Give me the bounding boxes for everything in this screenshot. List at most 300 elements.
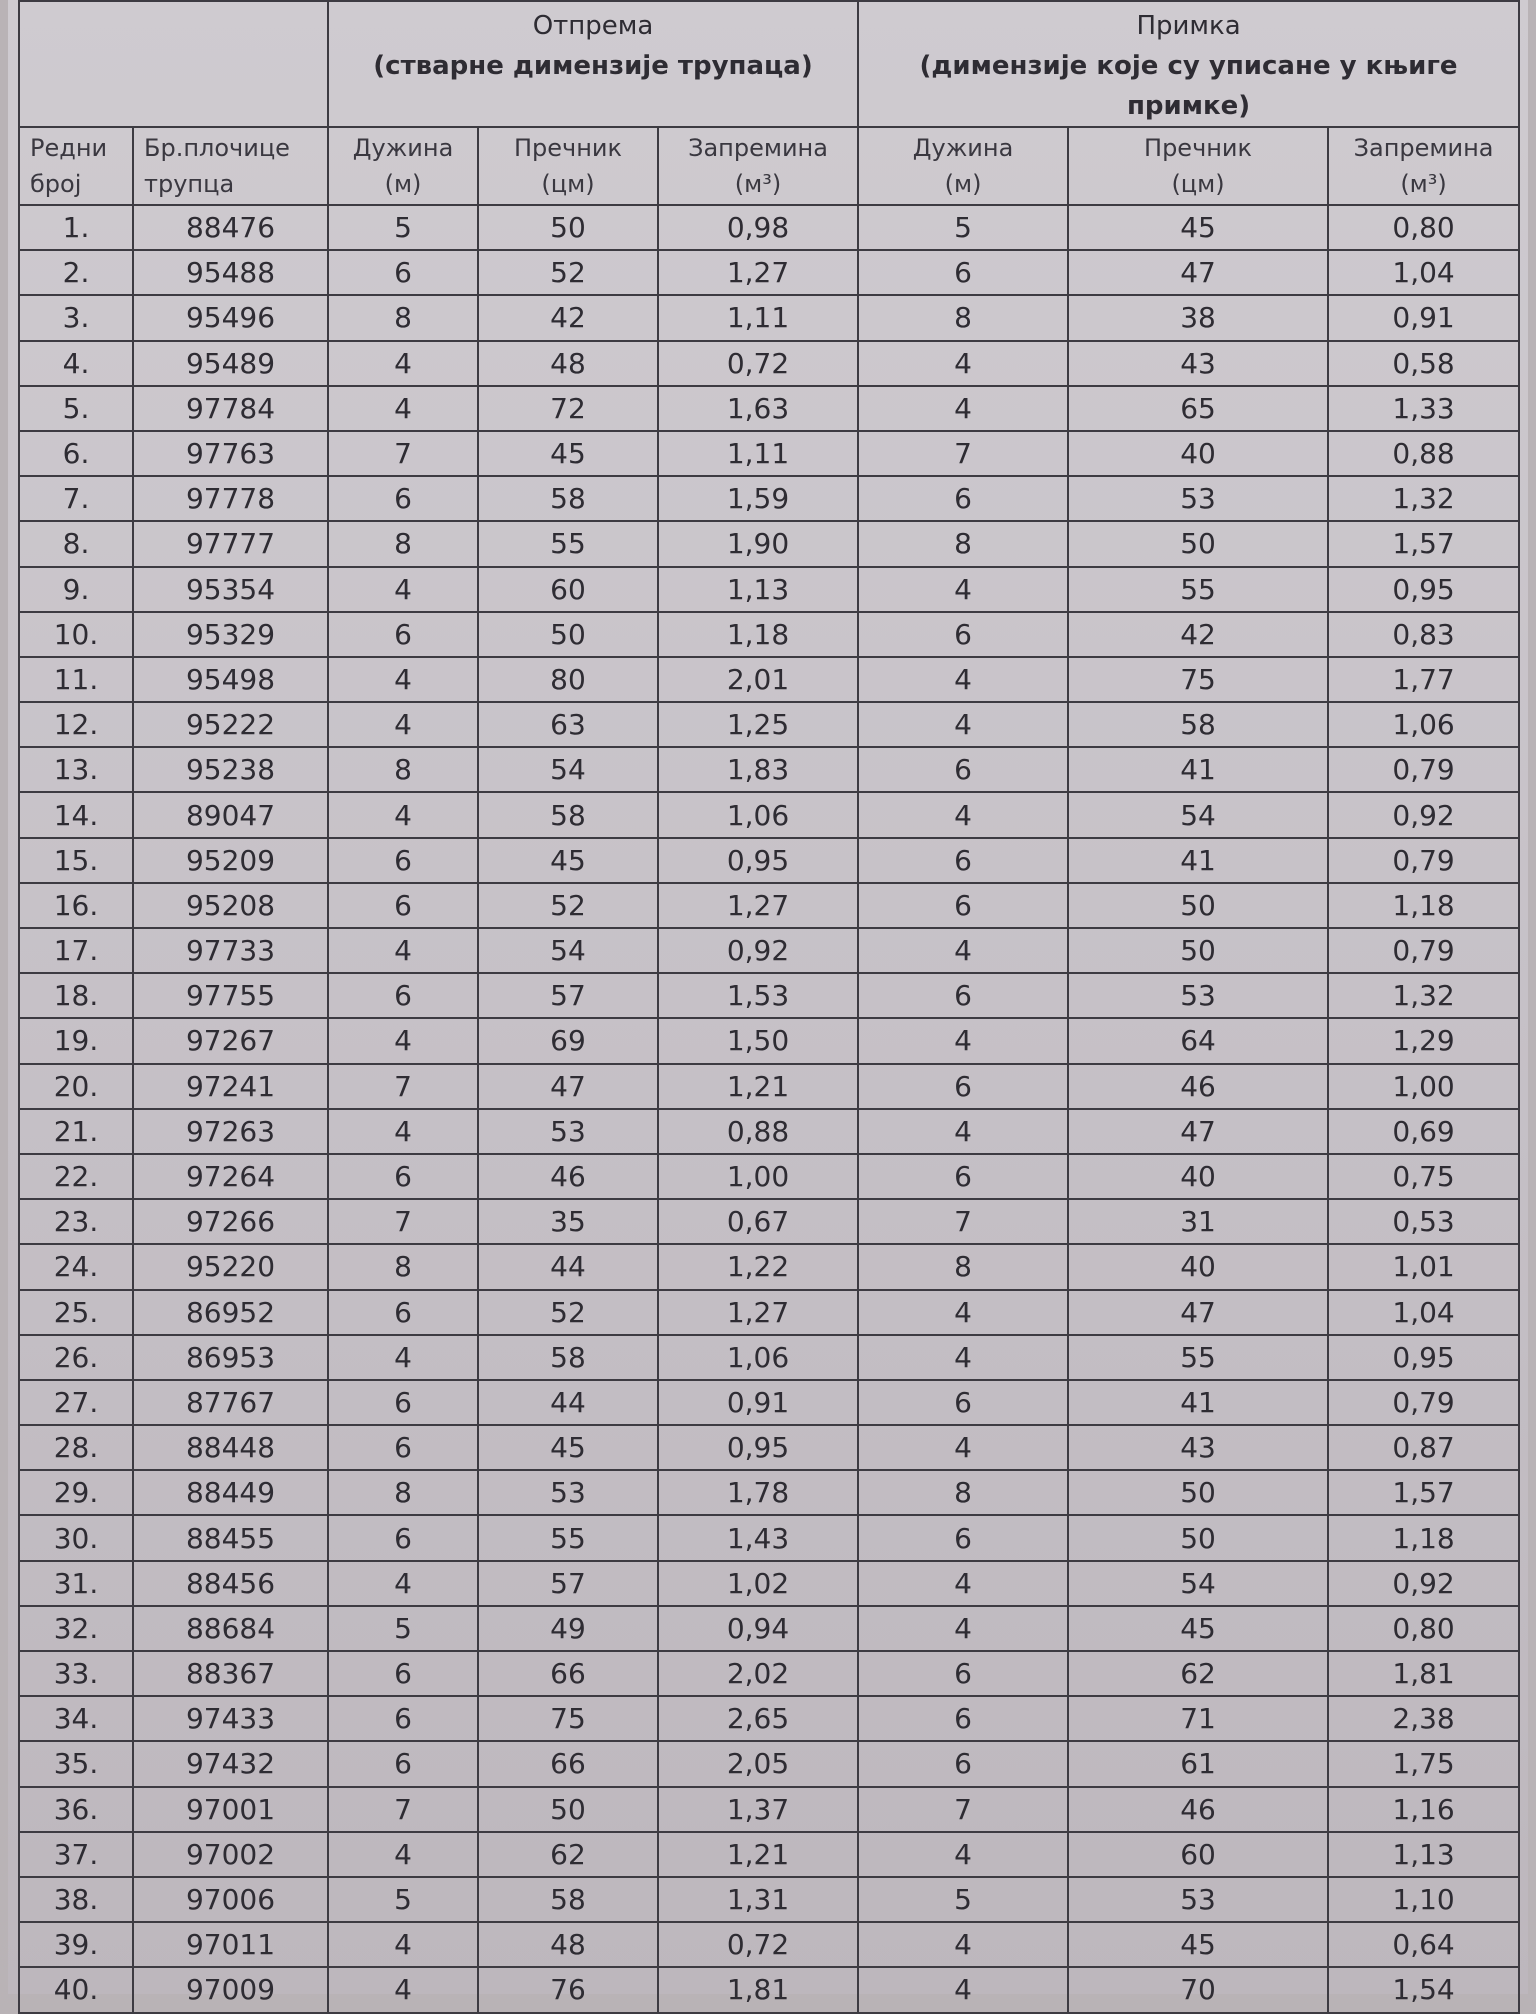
cell-duzina: 8 (328, 295, 478, 340)
cell-duzina: 7 (328, 1787, 478, 1832)
cell-zapremina: 0,98 (658, 205, 858, 250)
cell-redni-broj: 6. (19, 431, 133, 476)
cell-redni-broj: 38. (19, 1877, 133, 1922)
cell-duzina: 4 (328, 928, 478, 973)
cell-duzina: 4 (328, 1922, 478, 1967)
table-row (19, 1651, 1519, 1696)
cell-plocica: 97006 (133, 1877, 328, 1922)
col-header-text: Запремина (1353, 134, 1494, 162)
cell-duzina: 8 (328, 1244, 478, 1289)
cell-precnik: 45 (478, 1425, 658, 1470)
table-row (19, 1244, 1519, 1289)
cell-precnik: 55 (478, 1515, 658, 1560)
cell-precnik: 44 (478, 1380, 658, 1425)
cell-primka-precnik: 71 (1068, 1696, 1328, 1741)
cell-primka-duzina: 4 (858, 928, 1068, 973)
cell-primka-precnik: 53 (1068, 973, 1328, 1018)
cell-primka-duzina: 7 (858, 1787, 1068, 1832)
cell-redni-broj: 5. (19, 386, 133, 431)
cell-duzina: 4 (328, 702, 478, 747)
table-row (19, 792, 1519, 837)
col-header-text: Редни (30, 134, 108, 162)
otprema-subtitle: (стварне димензије трупаца) (373, 51, 813, 81)
cell-primka-zapremina: 1,29 (1328, 1018, 1519, 1063)
cell-plocica: 89047 (133, 792, 328, 837)
cell-primka-zapremina: 0,88 (1328, 431, 1519, 476)
table-row (19, 386, 1519, 431)
cell-primka-zapremina: 1,33 (1328, 386, 1519, 431)
cell-primka-zapremina: 1,77 (1328, 657, 1519, 702)
cell-zapremina: 1,18 (658, 612, 858, 657)
cell-zapremina: 1,37 (658, 1787, 858, 1832)
cell-zapremina: 1,43 (658, 1515, 858, 1560)
cell-duzina: 8 (328, 1470, 478, 1515)
cell-primka-precnik: 50 (1068, 928, 1328, 973)
cell-precnik: 62 (478, 1832, 658, 1877)
cell-primka-zapremina: 1,18 (1328, 883, 1519, 928)
cell-plocica: 95209 (133, 838, 328, 883)
cell-primka-zapremina: 0,95 (1328, 567, 1519, 612)
cell-primka-duzina: 4 (858, 1425, 1068, 1470)
cell-primka-precnik: 75 (1068, 657, 1328, 702)
cell-primka-precnik: 41 (1068, 1380, 1328, 1425)
cell-primka-duzina: 6 (858, 1651, 1068, 1696)
cell-precnik: 52 (478, 883, 658, 928)
cell-precnik: 50 (478, 612, 658, 657)
table-row (19, 1561, 1519, 1606)
cell-duzina: 4 (328, 567, 478, 612)
cell-precnik: 47 (478, 1064, 658, 1109)
cell-redni-broj: 15. (19, 838, 133, 883)
cell-primka-zapremina: 1,75 (1328, 1741, 1519, 1786)
cell-redni-broj: 22. (19, 1154, 133, 1199)
cell-zapremina: 1,06 (658, 792, 858, 837)
cell-primka-duzina: 7 (858, 431, 1068, 476)
cell-zapremina: 1,59 (658, 476, 858, 521)
cell-zapremina: 1,11 (658, 431, 858, 476)
cell-zapremina: 1,27 (658, 250, 858, 295)
cell-duzina: 6 (328, 1696, 478, 1741)
cell-duzina: 6 (328, 476, 478, 521)
cell-zapremina: 0,92 (658, 928, 858, 973)
cell-plocica: 97763 (133, 431, 328, 476)
cell-primka-precnik: 61 (1068, 1741, 1328, 1786)
cell-redni-broj: 25. (19, 1290, 133, 1335)
cell-primka-zapremina: 0,53 (1328, 1199, 1519, 1244)
cell-zapremina: 0,67 (658, 1199, 858, 1244)
cell-duzina: 6 (328, 250, 478, 295)
cell-primka-zapremina: 0,64 (1328, 1922, 1519, 1967)
cell-zapremina: 2,02 (658, 1651, 858, 1696)
cell-plocica: 95329 (133, 612, 328, 657)
table-row (19, 1470, 1519, 1515)
cell-primka-duzina: 8 (858, 1470, 1068, 1515)
cell-redni-broj: 37. (19, 1832, 133, 1877)
cell-duzina: 6 (328, 1741, 478, 1786)
cell-primka-zapremina: 1,04 (1328, 250, 1519, 295)
table-row (19, 205, 1519, 250)
cell-precnik: 60 (478, 567, 658, 612)
cell-redni-broj: 14. (19, 792, 133, 837)
cell-primka-duzina: 6 (858, 1515, 1068, 1560)
cell-primka-precnik: 45 (1068, 1922, 1328, 1967)
cell-primka-duzina: 6 (858, 1741, 1068, 1786)
cell-plocica: 86952 (133, 1290, 328, 1335)
cell-redni-broj: 21. (19, 1109, 133, 1154)
cell-primka-zapremina: 0,79 (1328, 838, 1519, 883)
cell-zapremina: 0,94 (658, 1606, 858, 1651)
cell-zapremina: 1,27 (658, 883, 858, 928)
cell-primka-duzina: 6 (858, 612, 1068, 657)
cell-primka-zapremina: 0,79 (1328, 1380, 1519, 1425)
table-row (19, 1199, 1519, 1244)
cell-primka-duzina: 6 (858, 1064, 1068, 1109)
cell-duzina: 6 (328, 883, 478, 928)
cell-primka-duzina: 4 (858, 702, 1068, 747)
table-row (19, 1154, 1519, 1199)
cell-primka-zapremina: 1,57 (1328, 521, 1519, 566)
cell-plocica: 97009 (133, 1967, 328, 2012)
cell-zapremina: 1,81 (658, 1967, 858, 2012)
cell-primka-zapremina: 1,04 (1328, 1290, 1519, 1335)
cell-primka-duzina: 6 (858, 476, 1068, 521)
cell-primka-precnik: 40 (1068, 431, 1328, 476)
primka-title: Примка (1136, 11, 1241, 41)
cell-duzina: 6 (328, 1425, 478, 1470)
cell-primka-zapremina: 1,32 (1328, 476, 1519, 521)
cell-zapremina: 0,88 (658, 1109, 858, 1154)
cell-duzina: 4 (328, 1335, 478, 1380)
cell-zapremina: 1,31 (658, 1877, 858, 1922)
cell-redni-broj: 28. (19, 1425, 133, 1470)
cell-redni-broj: 34. (19, 1696, 133, 1741)
cell-primka-zapremina: 0,92 (1328, 1561, 1519, 1606)
cell-duzina: 4 (328, 1018, 478, 1063)
table-row (19, 612, 1519, 657)
table-row (19, 1696, 1519, 1741)
cell-duzina: 4 (328, 1832, 478, 1877)
cell-primka-precnik: 62 (1068, 1651, 1328, 1696)
cell-redni-broj: 17. (19, 928, 133, 973)
col-header-precnik (478, 127, 658, 205)
primka-group-header (858, 1, 1519, 127)
cell-precnik: 53 (478, 1109, 658, 1154)
cell-redni-broj: 3. (19, 295, 133, 340)
table-row (19, 702, 1519, 747)
cell-precnik: 63 (478, 702, 658, 747)
cell-primka-precnik: 41 (1068, 747, 1328, 792)
col-header-duzina (328, 127, 478, 205)
cell-zapremina: 1,63 (658, 386, 858, 431)
cell-redni-broj: 26. (19, 1335, 133, 1380)
cell-redni-broj: 8. (19, 521, 133, 566)
cell-redni-broj: 23. (19, 1199, 133, 1244)
cell-duzina: 8 (328, 521, 478, 566)
cell-plocica: 97241 (133, 1064, 328, 1109)
cell-primka-duzina: 8 (858, 295, 1068, 340)
col-header-text: (цм) (1171, 170, 1225, 198)
cell-precnik: 42 (478, 295, 658, 340)
cell-primka-zapremina: 0,58 (1328, 341, 1519, 386)
cell-plocica: 95496 (133, 295, 328, 340)
cell-duzina: 6 (328, 973, 478, 1018)
cell-precnik: 52 (478, 1290, 658, 1335)
cell-precnik: 53 (478, 1470, 658, 1515)
table-row (19, 431, 1519, 476)
table-row (19, 1380, 1519, 1425)
cell-primka-duzina: 6 (858, 973, 1068, 1018)
cell-primka-duzina: 4 (858, 657, 1068, 702)
table-row (19, 1290, 1519, 1335)
cell-plocica: 86953 (133, 1335, 328, 1380)
table-body (19, 205, 1519, 2013)
cell-precnik: 50 (478, 205, 658, 250)
col-header-primka-zapremina (1328, 127, 1519, 205)
cell-primka-precnik: 50 (1068, 1470, 1328, 1515)
cell-precnik: 48 (478, 341, 658, 386)
col-header-text: (м) (944, 170, 982, 198)
table-row (19, 567, 1519, 612)
group-header-row (19, 1, 1519, 127)
cell-duzina: 5 (328, 1877, 478, 1922)
table-row (19, 1515, 1519, 1560)
log-dimensions-table (18, 0, 1520, 2014)
cell-primka-duzina: 4 (858, 1832, 1068, 1877)
cell-plocica: 88684 (133, 1606, 328, 1651)
cell-primka-precnik: 58 (1068, 702, 1328, 747)
col-header-text: (цм) (541, 170, 595, 198)
cell-primka-precnik: 40 (1068, 1154, 1328, 1199)
cell-primka-precnik: 54 (1068, 1561, 1328, 1606)
cell-primka-precnik: 60 (1068, 1832, 1328, 1877)
cell-zapremina: 2,65 (658, 1696, 858, 1741)
col-header-text: Пречник (513, 134, 622, 162)
cell-redni-broj: 27. (19, 1380, 133, 1425)
col-header-primka-duzina (858, 127, 1068, 205)
cell-plocica: 97011 (133, 1922, 328, 1967)
cell-plocica: 95238 (133, 747, 328, 792)
cell-duzina: 6 (328, 612, 478, 657)
cell-plocica: 97266 (133, 1199, 328, 1244)
cell-primka-precnik: 42 (1068, 612, 1328, 657)
table-row (19, 657, 1519, 702)
cell-primka-zapremina: 0,83 (1328, 612, 1519, 657)
cell-primka-duzina: 6 (858, 747, 1068, 792)
cell-primka-zapremina: 0,95 (1328, 1335, 1519, 1380)
cell-primka-precnik: 65 (1068, 386, 1328, 431)
cell-duzina: 4 (328, 1967, 478, 2012)
table-row (19, 476, 1519, 521)
cell-redni-broj: 11. (19, 657, 133, 702)
table-row (19, 1832, 1519, 1877)
cell-precnik: 49 (478, 1606, 658, 1651)
cell-precnik: 66 (478, 1651, 658, 1696)
cell-plocica: 95222 (133, 702, 328, 747)
cell-duzina: 7 (328, 1064, 478, 1109)
cell-precnik: 58 (478, 792, 658, 837)
table-row (19, 1787, 1519, 1832)
cell-primka-zapremina: 0,92 (1328, 792, 1519, 837)
cell-primka-duzina: 8 (858, 521, 1068, 566)
cell-precnik: 50 (478, 1787, 658, 1832)
cell-primka-duzina: 4 (858, 1018, 1068, 1063)
cell-plocica: 97002 (133, 1832, 328, 1877)
cell-duzina: 4 (328, 792, 478, 837)
cell-primka-duzina: 4 (858, 1109, 1068, 1154)
cell-plocica: 97777 (133, 521, 328, 566)
cell-zapremina: 1,11 (658, 295, 858, 340)
cell-redni-broj: 12. (19, 702, 133, 747)
cell-primka-duzina: 4 (858, 1561, 1068, 1606)
cell-duzina: 5 (328, 205, 478, 250)
cell-primka-duzina: 6 (858, 883, 1068, 928)
cell-plocica: 97267 (133, 1018, 328, 1063)
cell-primka-zapremina: 1,00 (1328, 1064, 1519, 1109)
cell-precnik: 52 (478, 250, 658, 295)
cell-plocica: 97433 (133, 1696, 328, 1741)
col-header-text: Запремина (688, 134, 828, 162)
cell-primka-zapremina: 1,10 (1328, 1877, 1519, 1922)
cell-primka-zapremina: 0,79 (1328, 928, 1519, 973)
cell-primka-precnik: 40 (1068, 1244, 1328, 1289)
cell-zapremina: 2,01 (658, 657, 858, 702)
cell-primka-zapremina: 0,69 (1328, 1109, 1519, 1154)
cell-primka-precnik: 47 (1068, 1109, 1328, 1154)
cell-zapremina: 1,22 (658, 1244, 858, 1289)
cell-duzina: 4 (328, 1561, 478, 1606)
cell-primka-precnik: 43 (1068, 1425, 1328, 1470)
cell-precnik: 72 (478, 386, 658, 431)
cell-plocica: 97755 (133, 973, 328, 1018)
cell-primka-precnik: 47 (1068, 1290, 1328, 1335)
cell-primka-precnik: 50 (1068, 521, 1328, 566)
cell-plocica: 88476 (133, 205, 328, 250)
table-row (19, 1922, 1519, 1967)
cell-duzina: 4 (328, 386, 478, 431)
cell-plocica: 87767 (133, 1380, 328, 1425)
cell-plocica: 97263 (133, 1109, 328, 1154)
cell-duzina: 6 (328, 1154, 478, 1199)
table-row (19, 1425, 1519, 1470)
col-header-text: (м) (384, 170, 422, 198)
cell-precnik: 80 (478, 657, 658, 702)
cell-precnik: 46 (478, 1154, 658, 1199)
cell-plocica: 95489 (133, 341, 328, 386)
cell-precnik: 58 (478, 1335, 658, 1380)
cell-precnik: 76 (478, 1967, 658, 2012)
cell-redni-broj: 19. (19, 1018, 133, 1063)
cell-zapremina: 1,02 (658, 1561, 858, 1606)
cell-primka-precnik: 50 (1068, 883, 1328, 928)
cell-primka-precnik: 70 (1068, 1967, 1328, 2012)
cell-plocica: 95220 (133, 1244, 328, 1289)
cell-primka-zapremina: 1,06 (1328, 702, 1519, 747)
cell-zapremina: 0,72 (658, 341, 858, 386)
cell-primka-duzina: 5 (858, 1877, 1068, 1922)
table-row (19, 250, 1519, 295)
cell-zapremina: 2,05 (658, 1741, 858, 1786)
col-header-text: број (30, 170, 82, 198)
cell-primka-zapremina: 1,16 (1328, 1787, 1519, 1832)
cell-primka-duzina: 4 (858, 567, 1068, 612)
cell-primka-duzina: 4 (858, 1967, 1068, 2012)
cell-redni-broj: 18. (19, 973, 133, 1018)
cell-primka-duzina: 4 (858, 341, 1068, 386)
cell-primka-duzina: 4 (858, 1335, 1068, 1380)
cell-precnik: 45 (478, 838, 658, 883)
cell-plocica: 88448 (133, 1425, 328, 1470)
cell-primka-zapremina: 0,80 (1328, 1606, 1519, 1651)
cell-primka-precnik: 53 (1068, 1877, 1328, 1922)
table-row (19, 973, 1519, 1018)
cell-plocica: 97264 (133, 1154, 328, 1199)
cell-duzina: 4 (328, 1109, 478, 1154)
cell-plocica: 95208 (133, 883, 328, 928)
cell-redni-broj: 16. (19, 883, 133, 928)
table-row (19, 747, 1519, 792)
cell-primka-duzina: 6 (858, 838, 1068, 883)
cell-primka-precnik: 46 (1068, 1064, 1328, 1109)
cell-precnik: 55 (478, 521, 658, 566)
cell-redni-broj: 24. (19, 1244, 133, 1289)
cell-primka-precnik: 45 (1068, 205, 1328, 250)
cell-plocica: 97784 (133, 386, 328, 431)
primka-subtitle-line-1: (димензије које су уписане у књиге (919, 51, 1458, 81)
cell-zapremina: 1,83 (658, 747, 858, 792)
col-header-zapremina (658, 127, 858, 205)
cell-zapremina: 1,13 (658, 567, 858, 612)
cell-primka-zapremina: 0,80 (1328, 205, 1519, 250)
cell-precnik: 75 (478, 1696, 658, 1741)
cell-precnik: 44 (478, 1244, 658, 1289)
paper-sheet (8, 0, 1528, 2007)
cell-plocica: 95498 (133, 657, 328, 702)
cell-primka-duzina: 4 (858, 792, 1068, 837)
otprema-group-header (328, 1, 858, 127)
cell-primka-precnik: 31 (1068, 1199, 1328, 1244)
cell-primka-duzina: 5 (858, 205, 1068, 250)
table-row (19, 1606, 1519, 1651)
cell-redni-broj: 29. (19, 1470, 133, 1515)
cell-primka-zapremina: 0,91 (1328, 295, 1519, 340)
cell-primka-duzina: 4 (858, 1290, 1068, 1335)
cell-redni-broj: 36. (19, 1787, 133, 1832)
cell-primka-zapremina: 1,18 (1328, 1515, 1519, 1560)
col-header-primka-precnik (1068, 127, 1328, 205)
table-row (19, 1335, 1519, 1380)
cell-primka-precnik: 41 (1068, 838, 1328, 883)
col-header-text: (м³) (734, 170, 782, 198)
cell-primka-zapremina: 0,75 (1328, 1154, 1519, 1199)
cell-primka-zapremina: 1,01 (1328, 1244, 1519, 1289)
cell-redni-broj: 40. (19, 1967, 133, 2012)
cell-zapremina: 1,90 (658, 521, 858, 566)
cell-plocica: 88367 (133, 1651, 328, 1696)
cell-zapremina: 0,95 (658, 1425, 858, 1470)
cell-primka-duzina: 4 (858, 1606, 1068, 1651)
cell-primka-duzina: 6 (858, 250, 1068, 295)
table-row (19, 838, 1519, 883)
cell-precnik: 54 (478, 928, 658, 973)
cell-zapremina: 1,50 (658, 1018, 858, 1063)
cell-plocica: 97778 (133, 476, 328, 521)
cell-zapremina: 0,72 (658, 1922, 858, 1967)
cell-duzina: 4 (328, 657, 478, 702)
cell-precnik: 54 (478, 747, 658, 792)
cell-duzina: 6 (328, 1651, 478, 1696)
table-row (19, 1967, 1519, 2012)
cell-primka-zapremina: 1,13 (1328, 1832, 1519, 1877)
